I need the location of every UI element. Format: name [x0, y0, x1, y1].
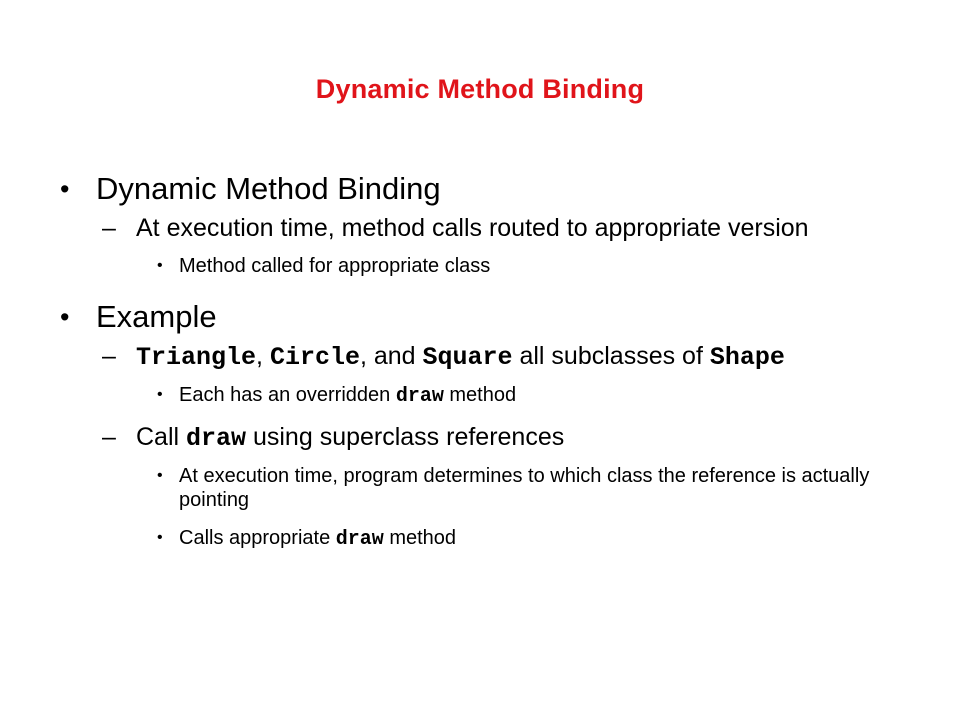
bullet-icon: • — [157, 529, 163, 546]
sub-bullet-text: At execution time, method calls routed to appropriate version — [136, 214, 809, 242]
code-shape: Shape — [709, 343, 785, 372]
point-text: Calls appropriate — [179, 527, 336, 549]
sub-bullet-text: all subclasses of — [512, 342, 710, 370]
point-overridden-draw — [60, 383, 920, 409]
bullet-icon: • — [60, 302, 70, 332]
point-program-determines — [60, 464, 920, 512]
code-square: Square — [422, 343, 513, 372]
code-draw: draw — [186, 424, 247, 453]
point-text: Method called for appropriate class — [179, 255, 491, 277]
point-text: method — [443, 384, 517, 406]
sub-bullet-text: Call — [136, 423, 187, 451]
point-text: Each has an overridden — [179, 384, 396, 406]
bullet-icon: • — [157, 467, 163, 484]
code-draw: draw — [395, 385, 444, 408]
bullet-icon: • — [157, 257, 163, 274]
bullet-icon: • — [60, 174, 70, 204]
point-text: method — [383, 527, 457, 549]
point-method-called — [60, 254, 920, 278]
bullet-example — [60, 298, 920, 336]
slide-title: Dynamic Method Binding — [315, 74, 645, 104]
code-triangle: Triangle — [136, 343, 257, 372]
point-calls-draw — [60, 526, 920, 552]
separator-text: , and — [359, 342, 423, 370]
separator-text: , — [256, 342, 270, 370]
dash-icon: – — [102, 342, 116, 370]
dash-icon: – — [102, 214, 116, 242]
code-draw: draw — [335, 528, 384, 551]
bullet-text: Example — [96, 299, 217, 334]
slide-content — [60, 170, 920, 566]
point-text: At execution time, program determines to which class the reference is actually pointing — [179, 465, 870, 511]
bullet-icon: • — [157, 386, 163, 403]
bullet-dynamic-method-binding — [60, 170, 920, 208]
bullet-text: Dynamic Method Binding — [96, 171, 441, 206]
sub-bullet-subclasses — [60, 342, 920, 372]
sub-bullet-call-draw — [60, 423, 920, 453]
sub-bullet-text: using superclass references — [246, 423, 565, 451]
dash-icon: – — [102, 423, 116, 451]
code-circle: Circle — [269, 343, 360, 372]
sub-bullet-execution-time — [60, 214, 920, 243]
